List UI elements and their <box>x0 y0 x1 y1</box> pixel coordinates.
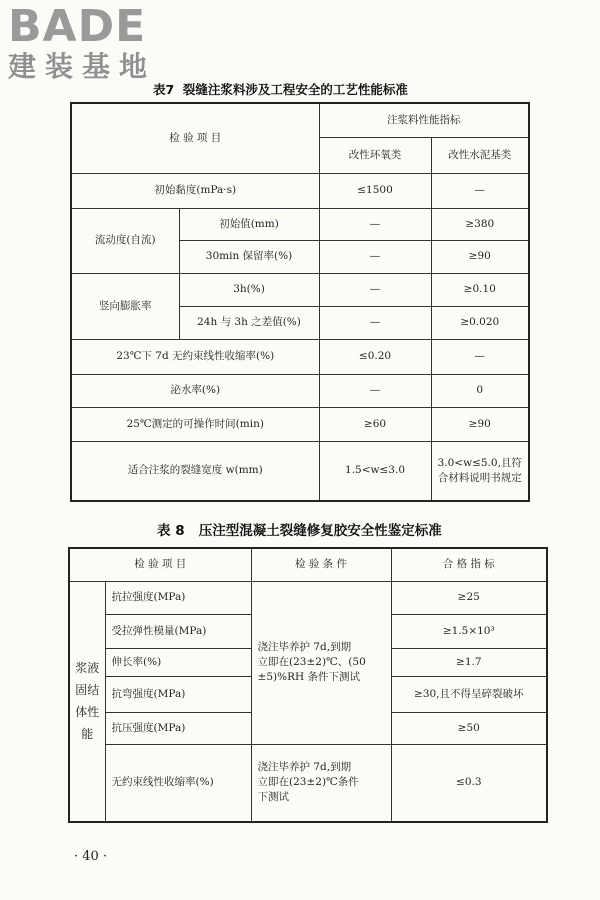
t8-condition-a-line1: 浇注毕养护 7d,到期 <box>257 641 352 653</box>
t8-condition-a-line3: ±5)%RH 条件下测试 <box>257 671 360 683</box>
t7-header-cement: 改性水泥基类 <box>431 137 529 173</box>
t7-viscosity-epoxy: ≤1500 <box>319 173 431 208</box>
t8-row-value-5: ≤0.3 <box>391 744 547 822</box>
t8-row-label-0: 抗拉强度(MPa) <box>105 581 251 614</box>
t7-shrinkage-cement: — <box>431 339 529 374</box>
t7-shrinkage-label: 23℃下 7d 无约束线性收缩率(%) <box>71 339 319 374</box>
t7-width-cement-line2: 合材料说明书规定 <box>437 471 522 484</box>
t8-condition-b-line3: 下测试 <box>257 791 290 804</box>
t8-row-value-0: ≥25 <box>391 581 547 614</box>
t8-row-label-1: 受拉弹性模量(MPa) <box>105 614 251 648</box>
t7-expansion-3h-cement: ≥0.10 <box>431 273 529 306</box>
t7-expansion-3h-label: 3h(%) <box>179 273 319 306</box>
t7-fluidity-retention-cement: ≥90 <box>431 240 529 273</box>
t8-row-label-4: 抗压强度(MPa) <box>105 712 251 744</box>
table7-number: 表7 <box>153 82 175 97</box>
t7-bleeding-label: 泌水率(%) <box>71 374 319 407</box>
t7-expansion-3h-epoxy: — <box>319 273 431 306</box>
table7-caption <box>153 80 408 98</box>
logo-text-en: BADE <box>8 1 147 52</box>
t7-width-cement-line1: 3.0<w≤5.0,且符 <box>437 456 522 469</box>
t7-operable-cement: ≥90 <box>431 407 529 441</box>
t7-fluidity-initial-epoxy: — <box>319 208 431 240</box>
t8-condition-b <box>251 744 391 822</box>
t7-width-epoxy: 1.5<w≤3.0 <box>319 441 431 501</box>
table8-caption <box>157 519 442 539</box>
t7-header-item: 检 验 项 目 <box>71 103 319 173</box>
logo <box>8 1 157 83</box>
t8-group-line2: 固结 <box>75 683 100 698</box>
table7-title: 裂缝注浆料涉及工程安全的工艺性能标准 <box>182 82 408 97</box>
t8-row-value-1: ≥1.5×10³ <box>391 614 547 648</box>
t7-fluidity-retention-epoxy: — <box>319 240 431 273</box>
t7-fluidity-initial-label: 初始值(mm) <box>179 208 319 240</box>
t7-expansion-diff-epoxy: — <box>319 306 431 339</box>
logo-text-cn: 建装基地 <box>8 50 157 83</box>
t7-fluidity-initial-cement: ≥380 <box>431 208 529 240</box>
t8-condition-b-line2: 立即在(23±2)℃条件 <box>257 776 359 789</box>
t7-fluidity-retention-label: 30min 保留率(%) <box>179 240 319 273</box>
t7-fluidity-label: 流动度(自流) <box>71 208 179 273</box>
t7-viscosity-label: 初始黏度(mPa·s) <box>71 173 319 208</box>
t8-row-value-2: ≥1.7 <box>391 648 547 676</box>
table8 <box>68 547 548 823</box>
t7-operable-epoxy: ≥60 <box>319 407 431 441</box>
t7-operable-label: 25℃测定的可操作时间(min) <box>71 407 319 441</box>
t8-group-line3: 体性 <box>75 705 100 720</box>
t8-row-label-5: 无约束线性收缩率(%) <box>105 744 251 822</box>
t8-row-label-2: 伸长率(%) <box>105 648 251 676</box>
t7-width-cement <box>431 441 529 501</box>
t7-header-epoxy: 改性环氧类 <box>319 137 431 173</box>
table7 <box>70 102 530 502</box>
t7-expansion-diff-cement: ≥0.020 <box>431 306 529 339</box>
t8-group-line1: 浆液 <box>75 661 100 676</box>
t8-condition-a <box>251 581 391 744</box>
t7-header-group: 注浆料性能指标 <box>319 103 529 137</box>
t8-header-item: 检 验 项 目 <box>69 548 251 581</box>
page-number: · 40 · <box>74 849 108 864</box>
t8-condition-a-line2: 立即在(23±2)℃、(50 <box>257 656 366 668</box>
t8-row-value-3: ≥30,且不得呈碎裂破坏 <box>391 676 547 712</box>
table8-number: 表 8 <box>157 523 185 539</box>
t8-row-value-4: ≥50 <box>391 712 547 744</box>
t8-group-label <box>69 581 105 822</box>
t7-viscosity-cement: — <box>431 173 529 208</box>
t7-expansion-label: 竖向膨胀率 <box>71 273 179 339</box>
t8-header-index: 合 格 指 标 <box>391 548 547 581</box>
t7-expansion-diff-label: 24h 与 3h 之差值(%) <box>179 306 319 339</box>
t8-condition-b-line1: 浇注毕养护 7d,到期 <box>257 761 352 774</box>
t8-header-condition: 检 验 条 件 <box>251 548 391 581</box>
t7-bleeding-cement: 0 <box>431 374 529 407</box>
t7-bleeding-epoxy: — <box>319 374 431 407</box>
table8-title: 压注型混凝土裂缝修复胶安全性鉴定标准 <box>198 523 442 539</box>
t7-shrinkage-epoxy: ≤0.20 <box>319 339 431 374</box>
t8-row-label-3: 抗弯强度(MPa) <box>105 676 251 712</box>
t7-width-label: 适合注浆的裂缝宽度 w(mm) <box>71 441 319 501</box>
t8-group-line4: 能 <box>81 727 94 742</box>
